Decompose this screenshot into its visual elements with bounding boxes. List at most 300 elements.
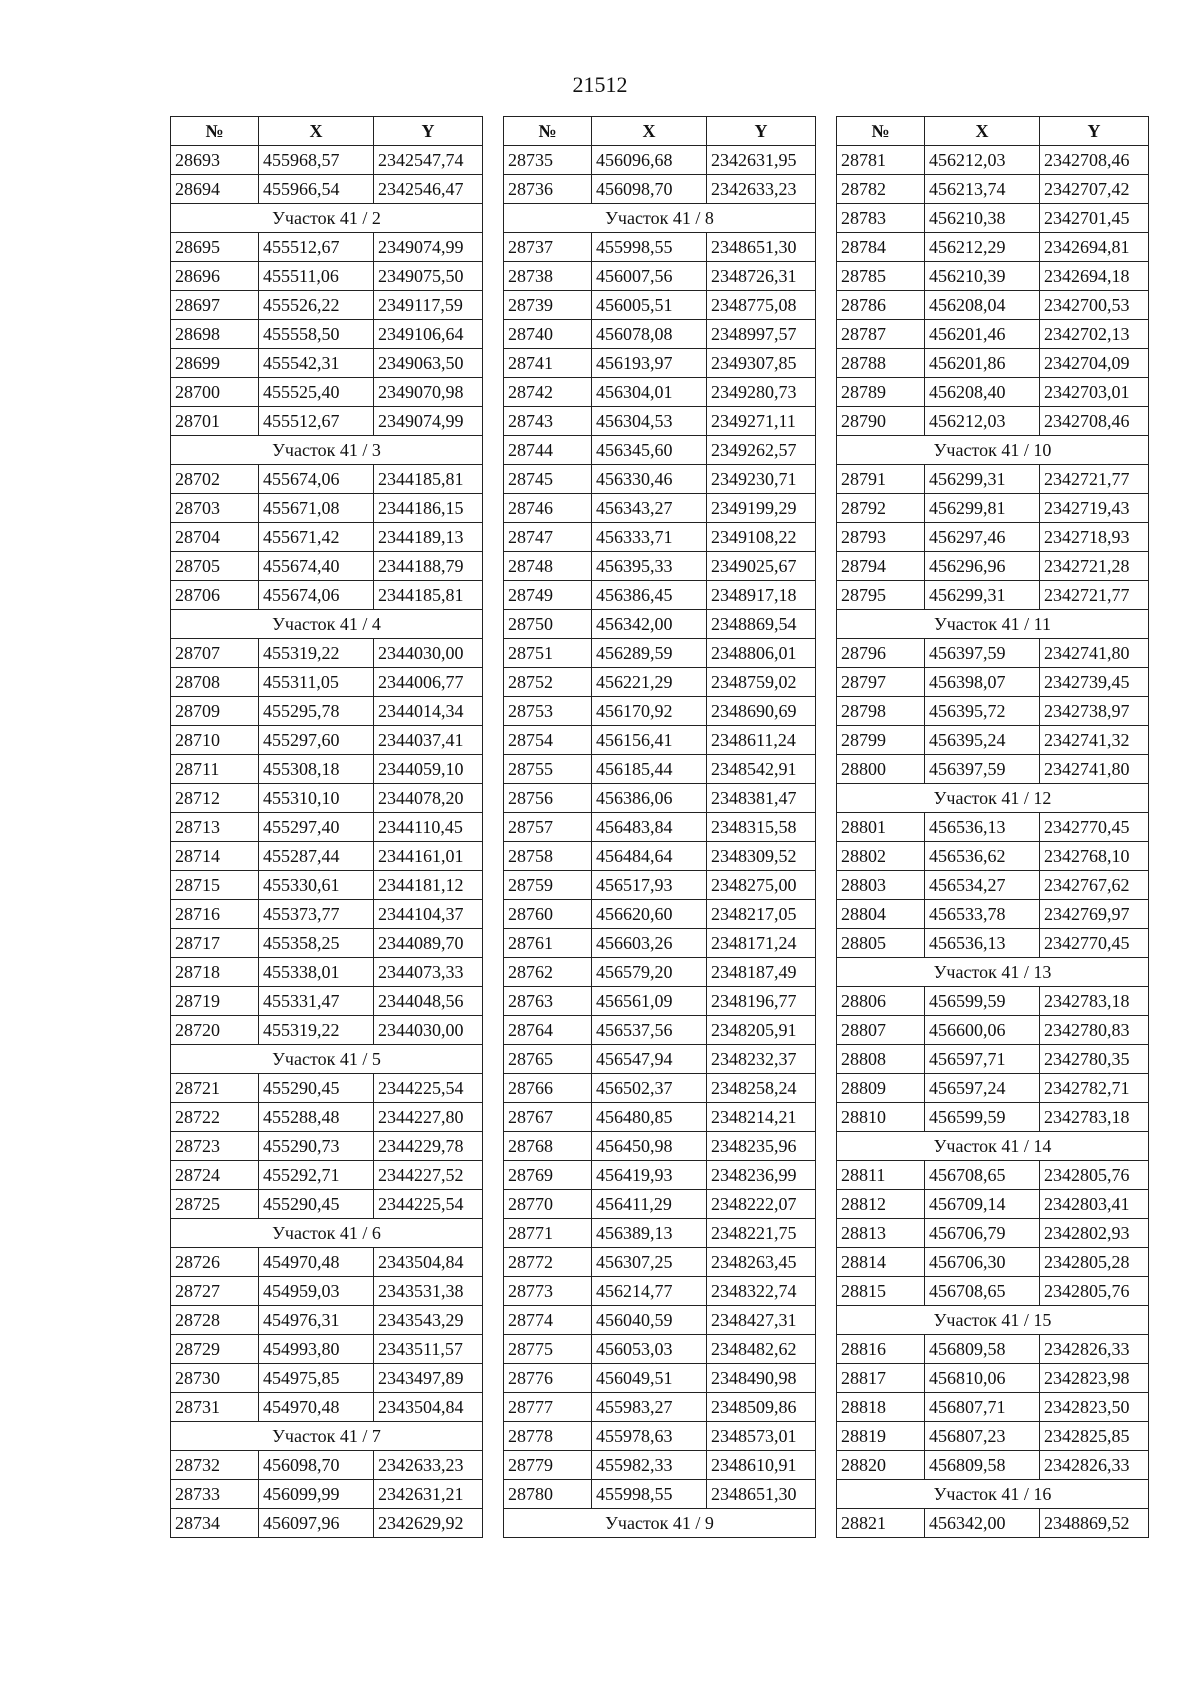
table-row — [504, 726, 816, 755]
point-number: 28777 — [504, 1393, 592, 1422]
y-coordinate: 2343497,89 — [374, 1364, 483, 1393]
x-coordinate: 456097,96 — [259, 1509, 374, 1538]
y-coordinate: 2342826,33 — [1040, 1451, 1149, 1480]
table-row — [837, 1335, 1149, 1364]
x-coordinate: 455297,60 — [259, 726, 374, 755]
point-number: 28817 — [837, 1364, 925, 1393]
table-row — [837, 726, 1149, 755]
table-row — [837, 1451, 1149, 1480]
section-title: Участок 41 / 12 — [837, 784, 1149, 813]
x-coordinate: 455311,05 — [259, 668, 374, 697]
y-coordinate: 2342708,46 — [1040, 407, 1149, 436]
point-number: 28748 — [504, 552, 592, 581]
y-coordinate: 2342782,71 — [1040, 1074, 1149, 1103]
table-row — [171, 291, 483, 320]
section-row — [171, 1219, 483, 1248]
point-number: 28751 — [504, 639, 592, 668]
x-coordinate: 456484,64 — [592, 842, 707, 871]
table-row — [504, 1161, 816, 1190]
x-coordinate: 456156,41 — [592, 726, 707, 755]
x-coordinate: 455542,31 — [259, 349, 374, 378]
table-row — [837, 1277, 1149, 1306]
x-coordinate: 456208,40 — [925, 378, 1040, 407]
point-number: 28747 — [504, 523, 592, 552]
y-coordinate: 2344110,45 — [374, 813, 483, 842]
point-number: 28702 — [171, 465, 259, 494]
table-row — [171, 233, 483, 262]
x-coordinate: 456533,78 — [925, 900, 1040, 929]
point-number: 28700 — [171, 378, 259, 407]
point-number: 28814 — [837, 1248, 925, 1277]
table-row — [171, 1306, 483, 1335]
section-row — [171, 1422, 483, 1451]
point-number: 28712 — [171, 784, 259, 813]
y-coordinate: 2344048,56 — [374, 987, 483, 1016]
y-coordinate: 2349117,59 — [374, 291, 483, 320]
y-coordinate: 2348258,24 — [707, 1074, 816, 1103]
table-row — [837, 1190, 1149, 1219]
y-coordinate: 2344037,41 — [374, 726, 483, 755]
point-number: 28812 — [837, 1190, 925, 1219]
point-number: 28713 — [171, 813, 259, 842]
y-coordinate: 2348235,96 — [707, 1132, 816, 1161]
x-coordinate: 455290,45 — [259, 1074, 374, 1103]
point-number: 28699 — [171, 349, 259, 378]
x-coordinate: 454970,48 — [259, 1393, 374, 1422]
point-number: 28801 — [837, 813, 925, 842]
y-coordinate: 2349199,29 — [707, 494, 816, 523]
x-coordinate: 455319,22 — [259, 1016, 374, 1045]
y-coordinate: 2342694,18 — [1040, 262, 1149, 291]
point-number: 28710 — [171, 726, 259, 755]
y-coordinate: 2344188,79 — [374, 552, 483, 581]
table-row — [504, 958, 816, 987]
y-coordinate: 2342633,23 — [374, 1451, 483, 1480]
table-row — [504, 1480, 816, 1509]
point-number: 28701 — [171, 407, 259, 436]
x-coordinate: 456193,97 — [592, 349, 707, 378]
table-row — [504, 1306, 816, 1335]
section-title: Участок 41 / 8 — [504, 204, 816, 233]
x-coordinate: 456561,09 — [592, 987, 707, 1016]
table-row — [837, 291, 1149, 320]
point-number: 28796 — [837, 639, 925, 668]
x-coordinate: 456537,56 — [592, 1016, 707, 1045]
x-coordinate: 456536,13 — [925, 813, 1040, 842]
x-coordinate: 454976,31 — [259, 1306, 374, 1335]
point-number: 28803 — [837, 871, 925, 900]
section-title: Участок 41 / 15 — [837, 1306, 1149, 1335]
table-row — [171, 465, 483, 494]
y-coordinate: 2342633,23 — [707, 175, 816, 204]
table-row — [837, 552, 1149, 581]
point-number: 28811 — [837, 1161, 925, 1190]
x-coordinate: 455512,67 — [259, 407, 374, 436]
x-coordinate: 456212,03 — [925, 146, 1040, 175]
table-row — [171, 407, 483, 436]
y-coordinate: 2344186,15 — [374, 494, 483, 523]
header-x: X — [592, 117, 707, 146]
y-coordinate: 2348214,21 — [707, 1103, 816, 1132]
table-row — [171, 871, 483, 900]
point-number: 28794 — [837, 552, 925, 581]
table-row — [504, 871, 816, 900]
table-row — [837, 1509, 1149, 1538]
point-number: 28819 — [837, 1422, 925, 1451]
point-number: 28766 — [504, 1074, 592, 1103]
x-coordinate: 456098,70 — [592, 175, 707, 204]
x-coordinate: 456040,59 — [592, 1306, 707, 1335]
table-row — [837, 523, 1149, 552]
point-number: 28722 — [171, 1103, 259, 1132]
point-number: 28797 — [837, 668, 925, 697]
y-coordinate: 2348381,47 — [707, 784, 816, 813]
point-number: 28735 — [504, 146, 592, 175]
x-coordinate: 455295,78 — [259, 697, 374, 726]
point-number: 28720 — [171, 1016, 259, 1045]
y-coordinate: 2343504,84 — [374, 1248, 483, 1277]
x-coordinate: 455983,27 — [592, 1393, 707, 1422]
y-coordinate: 2349063,50 — [374, 349, 483, 378]
x-coordinate: 455330,61 — [259, 871, 374, 900]
x-coordinate: 456213,74 — [925, 175, 1040, 204]
point-number: 28765 — [504, 1045, 592, 1074]
x-coordinate: 455288,48 — [259, 1103, 374, 1132]
point-number: 28771 — [504, 1219, 592, 1248]
x-coordinate: 456210,39 — [925, 262, 1040, 291]
point-number: 28758 — [504, 842, 592, 871]
section-title: Участок 41 / 7 — [171, 1422, 483, 1451]
y-coordinate: 2342721,77 — [1040, 465, 1149, 494]
table-row — [504, 1451, 816, 1480]
x-coordinate: 456419,93 — [592, 1161, 707, 1190]
table-row — [837, 813, 1149, 842]
y-coordinate: 2343504,84 — [374, 1393, 483, 1422]
table-row — [837, 1016, 1149, 1045]
point-number: 28805 — [837, 929, 925, 958]
table-row — [504, 1364, 816, 1393]
point-number: 28760 — [504, 900, 592, 929]
y-coordinate: 2344030,00 — [374, 1016, 483, 1045]
coordinates-table-3 — [836, 116, 1149, 1538]
x-coordinate: 456007,56 — [592, 262, 707, 291]
y-coordinate: 2342741,80 — [1040, 755, 1149, 784]
y-coordinate: 2348806,01 — [707, 639, 816, 668]
y-coordinate: 2348509,86 — [707, 1393, 816, 1422]
y-coordinate: 2348690,69 — [707, 697, 816, 726]
table-row — [504, 1190, 816, 1219]
point-number: 28789 — [837, 378, 925, 407]
point-number: 28693 — [171, 146, 259, 175]
y-coordinate: 2348869,54 — [707, 610, 816, 639]
x-coordinate: 454993,80 — [259, 1335, 374, 1364]
x-coordinate: 455674,06 — [259, 581, 374, 610]
y-coordinate: 2348315,58 — [707, 813, 816, 842]
x-coordinate: 456603,26 — [592, 929, 707, 958]
table-row — [171, 523, 483, 552]
x-coordinate: 456599,59 — [925, 987, 1040, 1016]
point-number: 28714 — [171, 842, 259, 871]
y-coordinate: 2342823,50 — [1040, 1393, 1149, 1422]
table-row — [171, 813, 483, 842]
point-number: 28764 — [504, 1016, 592, 1045]
y-coordinate: 2344227,52 — [374, 1161, 483, 1190]
x-coordinate: 456536,62 — [925, 842, 1040, 871]
y-coordinate: 2342703,01 — [1040, 378, 1149, 407]
y-coordinate: 2344006,77 — [374, 668, 483, 697]
point-number: 28740 — [504, 320, 592, 349]
x-coordinate: 456547,94 — [592, 1045, 707, 1074]
point-number: 28716 — [171, 900, 259, 929]
x-coordinate: 456706,30 — [925, 1248, 1040, 1277]
y-coordinate: 2344089,70 — [374, 929, 483, 958]
x-coordinate: 456345,60 — [592, 436, 707, 465]
y-coordinate: 2343543,29 — [374, 1306, 483, 1335]
point-number: 28734 — [171, 1509, 259, 1538]
point-number: 28711 — [171, 755, 259, 784]
table-row — [837, 871, 1149, 900]
point-number: 28715 — [171, 871, 259, 900]
point-number: 28800 — [837, 755, 925, 784]
point-number: 28802 — [837, 842, 925, 871]
point-number: 28776 — [504, 1364, 592, 1393]
table-row — [504, 755, 816, 784]
point-number: 28772 — [504, 1248, 592, 1277]
y-coordinate: 2344073,33 — [374, 958, 483, 987]
point-number: 28807 — [837, 1016, 925, 1045]
table-row — [837, 1074, 1149, 1103]
point-number: 28806 — [837, 987, 925, 1016]
x-coordinate: 455558,50 — [259, 320, 374, 349]
x-coordinate: 456201,46 — [925, 320, 1040, 349]
x-coordinate: 456212,29 — [925, 233, 1040, 262]
x-coordinate: 455671,08 — [259, 494, 374, 523]
y-coordinate: 2343511,57 — [374, 1335, 483, 1364]
y-coordinate: 2348651,30 — [707, 1480, 816, 1509]
point-number: 28798 — [837, 697, 925, 726]
point-number: 28723 — [171, 1132, 259, 1161]
y-coordinate: 2342741,32 — [1040, 726, 1149, 755]
y-coordinate: 2348309,52 — [707, 842, 816, 871]
header-y: Y — [707, 117, 816, 146]
table-row — [171, 1074, 483, 1103]
y-coordinate: 2342770,45 — [1040, 813, 1149, 842]
point-number: 28705 — [171, 552, 259, 581]
table-row — [837, 1045, 1149, 1074]
point-number: 28732 — [171, 1451, 259, 1480]
table-row — [171, 1451, 483, 1480]
x-coordinate: 455292,71 — [259, 1161, 374, 1190]
table-row — [171, 175, 483, 204]
table-row — [171, 755, 483, 784]
y-coordinate: 2342721,77 — [1040, 581, 1149, 610]
table-row — [504, 1219, 816, 1248]
header-x: X — [259, 117, 374, 146]
x-coordinate: 456342,00 — [925, 1509, 1040, 1538]
y-coordinate: 2342721,28 — [1040, 552, 1149, 581]
point-number: 28708 — [171, 668, 259, 697]
x-coordinate: 456709,14 — [925, 1190, 1040, 1219]
y-coordinate: 2342631,95 — [707, 146, 816, 175]
y-coordinate: 2342825,85 — [1040, 1422, 1149, 1451]
y-coordinate: 2342767,62 — [1040, 871, 1149, 900]
x-coordinate: 456297,46 — [925, 523, 1040, 552]
point-number: 28750 — [504, 610, 592, 639]
x-coordinate: 456170,92 — [592, 697, 707, 726]
point-number: 28697 — [171, 291, 259, 320]
header-number: № — [171, 117, 259, 146]
y-coordinate: 2349307,85 — [707, 349, 816, 378]
point-number: 28818 — [837, 1393, 925, 1422]
section-title: Участок 41 / 10 — [837, 436, 1149, 465]
point-number: 28821 — [837, 1509, 925, 1538]
x-coordinate: 455982,33 — [592, 1451, 707, 1480]
table-row — [504, 1016, 816, 1045]
point-number: 28774 — [504, 1306, 592, 1335]
x-coordinate: 456534,27 — [925, 871, 1040, 900]
table-row — [171, 320, 483, 349]
table-row — [837, 1248, 1149, 1277]
y-coordinate: 2348275,00 — [707, 871, 816, 900]
y-coordinate: 2344185,81 — [374, 465, 483, 494]
y-coordinate: 2342738,97 — [1040, 697, 1149, 726]
table-row — [504, 813, 816, 842]
table-row — [837, 233, 1149, 262]
table-row — [837, 407, 1149, 436]
table-row — [504, 175, 816, 204]
y-coordinate: 2344059,10 — [374, 755, 483, 784]
table-row — [504, 784, 816, 813]
table-row — [171, 958, 483, 987]
x-coordinate: 455671,42 — [259, 523, 374, 552]
x-coordinate: 456386,06 — [592, 784, 707, 813]
point-number: 28813 — [837, 1219, 925, 1248]
point-number: 28721 — [171, 1074, 259, 1103]
table-row — [171, 929, 483, 958]
table-row — [837, 349, 1149, 378]
y-coordinate: 2344225,54 — [374, 1074, 483, 1103]
y-coordinate: 2349262,57 — [707, 436, 816, 465]
y-coordinate: 2348221,75 — [707, 1219, 816, 1248]
table-row — [171, 987, 483, 1016]
y-coordinate: 2342700,53 — [1040, 291, 1149, 320]
table-row — [837, 465, 1149, 494]
point-number: 28703 — [171, 494, 259, 523]
y-coordinate: 2348611,24 — [707, 726, 816, 755]
table-row — [837, 494, 1149, 523]
table-row — [837, 639, 1149, 668]
point-number: 28791 — [837, 465, 925, 494]
point-number: 28754 — [504, 726, 592, 755]
x-coordinate: 456397,59 — [925, 639, 1040, 668]
y-coordinate: 2342770,45 — [1040, 929, 1149, 958]
x-coordinate: 456078,08 — [592, 320, 707, 349]
point-number: 28784 — [837, 233, 925, 262]
table-header-row — [504, 117, 816, 146]
point-number: 28768 — [504, 1132, 592, 1161]
x-coordinate: 455297,40 — [259, 813, 374, 842]
point-number: 28767 — [504, 1103, 592, 1132]
y-coordinate: 2342805,76 — [1040, 1277, 1149, 1306]
point-number: 28799 — [837, 726, 925, 755]
y-coordinate: 2348610,91 — [707, 1451, 816, 1480]
x-coordinate: 456053,03 — [592, 1335, 707, 1364]
page-number: 21512 — [572, 72, 628, 97]
header-number: № — [837, 117, 925, 146]
y-coordinate: 2342739,45 — [1040, 668, 1149, 697]
x-coordinate: 455674,40 — [259, 552, 374, 581]
point-number: 28724 — [171, 1161, 259, 1190]
point-number: 28736 — [504, 175, 592, 204]
section-row — [837, 784, 1149, 813]
table-row — [171, 552, 483, 581]
point-number: 28718 — [171, 958, 259, 987]
point-number: 28785 — [837, 262, 925, 291]
x-coordinate: 456809,58 — [925, 1451, 1040, 1480]
y-coordinate: 2348542,91 — [707, 755, 816, 784]
table-row — [504, 407, 816, 436]
table-row — [837, 1103, 1149, 1132]
x-coordinate: 455998,55 — [592, 1480, 707, 1509]
point-number: 28809 — [837, 1074, 925, 1103]
point-number: 28761 — [504, 929, 592, 958]
x-coordinate: 456620,60 — [592, 900, 707, 929]
point-number: 28810 — [837, 1103, 925, 1132]
point-number: 28695 — [171, 233, 259, 262]
table-row — [171, 668, 483, 697]
x-coordinate: 456536,13 — [925, 929, 1040, 958]
point-number: 28762 — [504, 958, 592, 987]
y-coordinate: 2344014,34 — [374, 697, 483, 726]
x-coordinate: 455966,54 — [259, 175, 374, 204]
x-coordinate: 456210,38 — [925, 204, 1040, 233]
point-number: 28763 — [504, 987, 592, 1016]
x-coordinate: 456600,06 — [925, 1016, 1040, 1045]
table-row — [171, 1016, 483, 1045]
table-row — [504, 1103, 816, 1132]
point-number: 28709 — [171, 697, 259, 726]
y-coordinate: 2348171,24 — [707, 929, 816, 958]
y-coordinate: 2342768,10 — [1040, 842, 1149, 871]
y-coordinate: 2342769,97 — [1040, 900, 1149, 929]
point-number: 28698 — [171, 320, 259, 349]
point-number: 28781 — [837, 146, 925, 175]
x-coordinate: 456579,20 — [592, 958, 707, 987]
table-row — [504, 1335, 816, 1364]
section-title: Участок 41 / 3 — [171, 436, 483, 465]
table-row — [504, 436, 816, 465]
y-coordinate: 2344181,12 — [374, 871, 483, 900]
table-row — [837, 929, 1149, 958]
y-coordinate: 2342707,42 — [1040, 175, 1149, 204]
point-number: 28786 — [837, 291, 925, 320]
x-coordinate: 455290,73 — [259, 1132, 374, 1161]
table-row — [171, 146, 483, 175]
section-row — [171, 1045, 483, 1074]
point-number: 28738 — [504, 262, 592, 291]
table-row — [504, 552, 816, 581]
point-number: 28792 — [837, 494, 925, 523]
table-row — [171, 784, 483, 813]
x-coordinate: 456299,31 — [925, 581, 1040, 610]
y-coordinate: 2348482,62 — [707, 1335, 816, 1364]
table-row — [837, 900, 1149, 929]
point-number: 28757 — [504, 813, 592, 842]
y-coordinate: 2344104,37 — [374, 900, 483, 929]
x-coordinate: 455674,06 — [259, 465, 374, 494]
x-coordinate: 456049,51 — [592, 1364, 707, 1393]
y-coordinate: 2348187,49 — [707, 958, 816, 987]
